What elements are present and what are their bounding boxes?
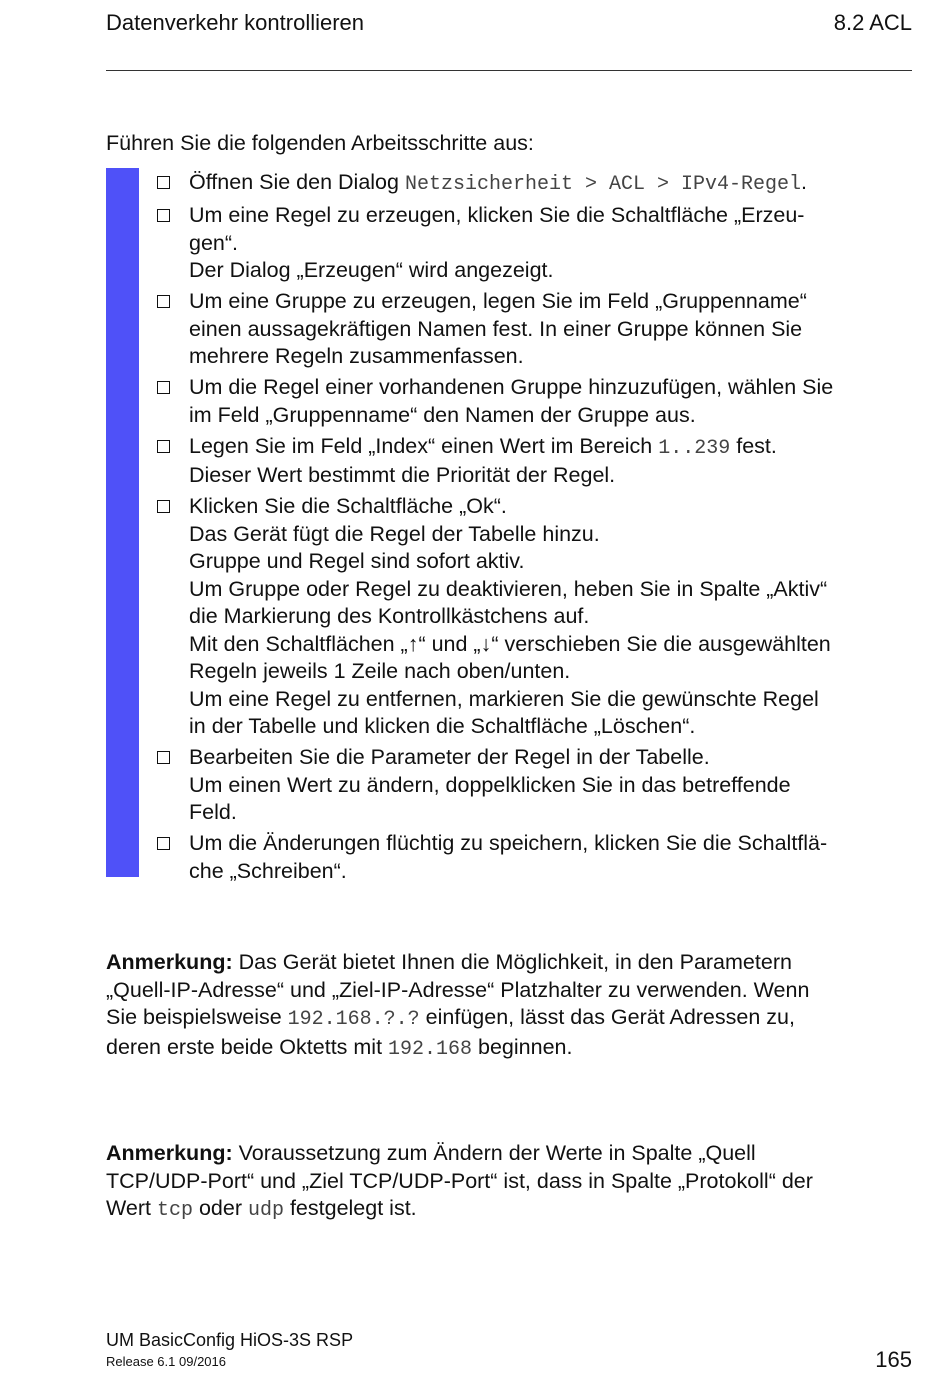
page-number: 165 [875,1347,912,1372]
step-text: fest. [730,433,777,458]
checkbox-square-icon [157,500,170,513]
step-text-line [189,493,916,521]
code-text: 192.168.?.? [287,1008,420,1031]
note-text: deren erste beide Oktetts mit [106,1034,389,1059]
step-text-line [189,830,916,858]
footer-release: Release 6.1 09/2016 [106,1354,226,1369]
note-label: Anmerkung: [106,950,233,974]
checkbox-square-icon [157,440,170,453]
step-text-line [189,603,916,631]
code-text: 192.168 [388,1037,473,1061]
instruction-sidebar-bar [106,168,139,877]
note-text: beginnen. [472,1034,573,1059]
instruction-steps-list [156,169,916,889]
note-text: Sie beispielsweise [106,1005,288,1029]
step-item [156,830,916,885]
step-text: che „Schreiben“. [189,858,347,883]
note-label: Anmerkung: [106,1141,233,1165]
step-text: Öffnen Sie den Dialog [189,170,405,194]
step-item [156,374,916,429]
step-text: Gruppe und Regel sind sofort aktiv. [189,549,525,573]
step-text: einen aussagekräftigen Namen fest. In einer Gruppe können Sie [189,316,803,341]
step-text-line [189,744,916,772]
step-text-line [189,257,916,285]
code-text: 1..239 [658,436,731,460]
step-text: Um Gruppe oder Regel zu deaktivieren, heben Sie in Spalte „Aktiv“ [189,576,828,601]
step-text: Um die Regel einer vorhandenen Gruppe hinzuzufügen, wählen Sie [189,375,834,399]
step-text: Das Gerät fügt die Regel der Tabelle hinzu. [189,521,600,546]
checkbox-square-icon [157,209,170,222]
step-text-line [189,343,916,371]
code-text: udp [247,1199,284,1222]
step-text: Legen Sie im Feld „Index“ einen Wert im Bereich [189,433,659,458]
step-text: Dieser Wert bestimmt die Priorität der Regel. [189,463,616,487]
step-text: Bearbeiten Sie die Parameter der Regel in der Tabelle. [189,745,710,769]
header-divider [106,70,912,71]
step-text: Um einen Wert zu ändern, doppelklicken Sie in das betreffende [189,772,791,797]
note-text: Voraussetzung zum Ändern der Werte in Spalte „Quell [232,1141,756,1165]
note-text: oder [192,1196,248,1220]
step-text: Um eine Gruppe zu erzeugen, legen Sie im Feld „Gruppenname“ [189,289,807,313]
step-text-line [189,521,916,549]
step-text-line [189,288,916,316]
step-text-line [189,713,916,741]
note-wildcard [106,949,906,1063]
step-text: mehrere Regeln zusammenfassen. [189,344,524,368]
step-text-line [189,462,916,490]
step-text: im Feld „Gruppenname“ den Namen der Gruppe aus. [189,402,696,427]
step-text: die Markierung des Kontrollkästchens auf. [189,604,590,628]
code-text: Netzsicherheit > ACL > IPv4-Regel [404,173,802,196]
note-port-columns [106,1140,906,1225]
step-text-line [189,772,916,800]
step-item [156,288,916,371]
step-text-line [189,658,916,686]
step-text-line [189,402,916,430]
step-text-line [189,576,916,604]
step-item [156,202,916,285]
step-text-line [189,631,916,659]
intro-text: Führen Sie die folgenden Arbeitsschritte aus: [106,131,534,155]
step-text-line [189,169,916,199]
note-text: TCP/UDP-Port“ und „Ziel TCP/UDP-Port“ ist, dass in Spalte „Protokoll“ der [106,1168,813,1193]
checkbox-square-icon [157,751,170,764]
step-text: . [801,170,808,194]
step-text: in der Tabelle und klicken die Schaltfläche „Löschen“. [189,714,696,738]
step-text-line [189,686,916,714]
checkbox-square-icon [157,381,170,394]
chapter-title: Datenverkehr kontrollieren [106,10,365,35]
step-text: Der Dialog „Erzeugen“ wird angezeigt. [189,258,554,282]
step-text-line [189,374,916,402]
step-item [156,744,916,827]
step-text: Feld. [189,800,237,824]
step-text: Um eine Regel zu entfernen, markieren Sie die gewünschte Regel [189,686,819,711]
step-text: Um eine Regel zu erzeugen, klicken Sie die Schaltfläche „Erzeu- [189,203,805,227]
checkbox-square-icon [157,176,170,189]
step-text: Mit den Schaltflächen „↑“ und „↓“ verschieben Sie die ausgewählten [189,631,831,656]
step-text-line [189,433,916,463]
step-text: gen“. [189,230,239,255]
note-text: Das Gerät bietet Ihnen die Möglichkeit, in den Parametern [232,950,792,974]
step-item [156,433,916,490]
step-text-line [189,230,916,258]
checkbox-square-icon [157,295,170,308]
code-text: tcp [156,1199,193,1222]
step-item [156,169,916,199]
footer-manual-title: UM BasicConfig HiOS-3S RSP [106,1330,354,1350]
note-text: festgelegt ist. [283,1196,417,1220]
step-text-line [189,858,916,886]
note-text: Wert [106,1196,157,1220]
step-text: Um die Änderungen flüchtig zu speichern, klicken Sie die Schaltflä- [189,831,828,855]
step-text-line [189,316,916,344]
step-text: Klicken Sie die Schaltfläche „Ok“. [189,494,507,518]
section-label: 8.2 ACL [833,10,912,35]
step-item [156,493,916,741]
step-text-line [189,202,916,230]
note-text: „Quell-IP-Adresse“ und „Ziel-IP-Adresse“ Platzhalter zu verwenden. Wenn [106,977,810,1002]
step-text-line [189,799,916,827]
checkbox-square-icon [157,837,170,850]
note-text: einfügen, lässt das Gerät Adressen zu, [419,1005,795,1029]
step-text-line [189,548,916,576]
step-text: Regeln jeweils 1 Zeile nach oben/unten. [189,659,571,683]
